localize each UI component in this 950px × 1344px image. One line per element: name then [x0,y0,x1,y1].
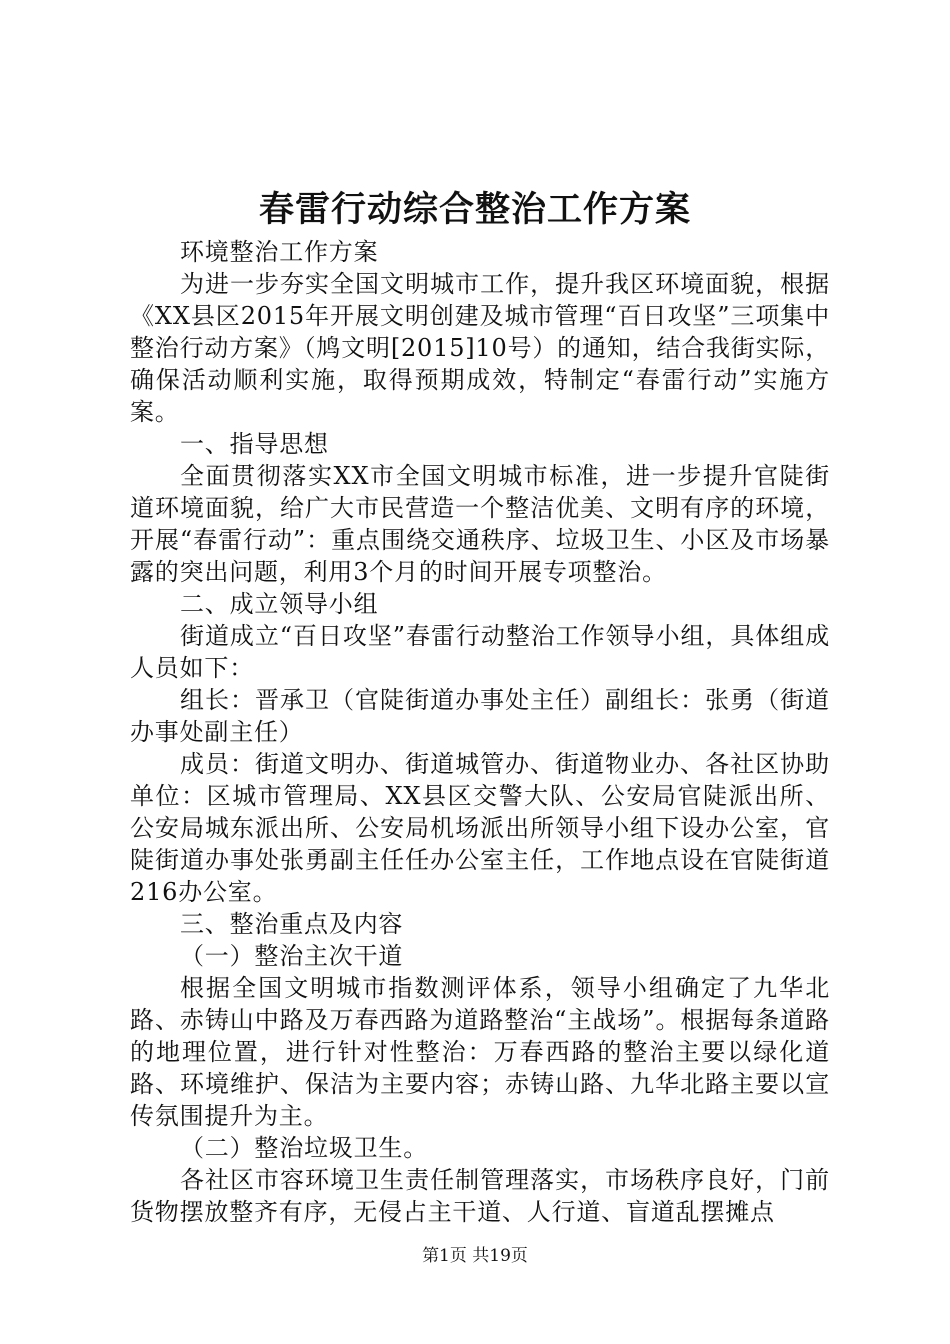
document-body [130,236,830,1228]
body-paragraph: 为进一步夯实全国文明城市工作，提升我区环境面貌，根据《XX县区2015年开展文明创建及城市管理“百日攻坚”三项集中整治行动方案》（鸠文明[2015]10号）的通知，结合我街实际，确保活动顺利实施，取得预期成效，特制定“春雷行动”实施方案。 [130,270,830,426]
body-paragraph: 成员：街道文明办、街道城管办、街道物业办、各社区协助单位：区城市管理局、XX县区交警大队、公安局官陡派出所、公安局城东派出所、公安局机场派出所领导小组下设办公室，官陡街道办事处张勇副主任任办公室主任，工作地点设在官陡街道216办公室。 [130,750,830,906]
body-paragraph: 全面贯彻落实XX市全国文明城市标准，进一步提升官陡街道环境面貌，给广大市民营造一个整洁优美、文明有序的环境，开展“春雷行动”：重点围绕交通秩序、垃圾卫生、小区及市场暴露的突出问题，利用3个月的时间开展专项整治。 [130,462,830,586]
document-title: 春雷行动综合整治工作方案 [258,189,691,230]
body-paragraph: 街道成立“百日攻坚”春雷行动整治工作领导小组，具体组成人员如下： [130,622,830,682]
subsection-heading: （二）整治垃圾卫生。 [180,1134,428,1162]
section-heading: 一、指导思想 [180,430,329,458]
body-paragraph: 根据全国文明城市指数测评体系，领导小组确定了九华北路、赤铸山中路及万春西路为道路整治“主战场”。根据每条道路的地理位置，进行针对性整治：万春西路的整治主要以绿化道路、环境维护、保洁为主要内容；赤铸山路、九华北路主要以宣传氛围提升为主。 [130,974,830,1130]
body-paragraph: 组长：晋承卫（官陡街道办事处主任）副组长：张勇（街道办事处副主任） [130,686,830,746]
page-footer: 第1页 共19页 [422,1246,528,1266]
section-heading: 三、整治重点及内容 [180,910,404,938]
section-subtitle: 环境整治工作方案 [180,238,379,266]
body-paragraph: 各社区市容环境卫生责任制管理落实，市场秩序良好，门前货物摆放整齐有序，无侵占主干道、人行道、盲道乱摆摊点 [130,1166,830,1226]
section-heading: 二、成立领导小组 [180,590,379,618]
subsection-heading: （一）整治主次干道 [180,942,404,970]
